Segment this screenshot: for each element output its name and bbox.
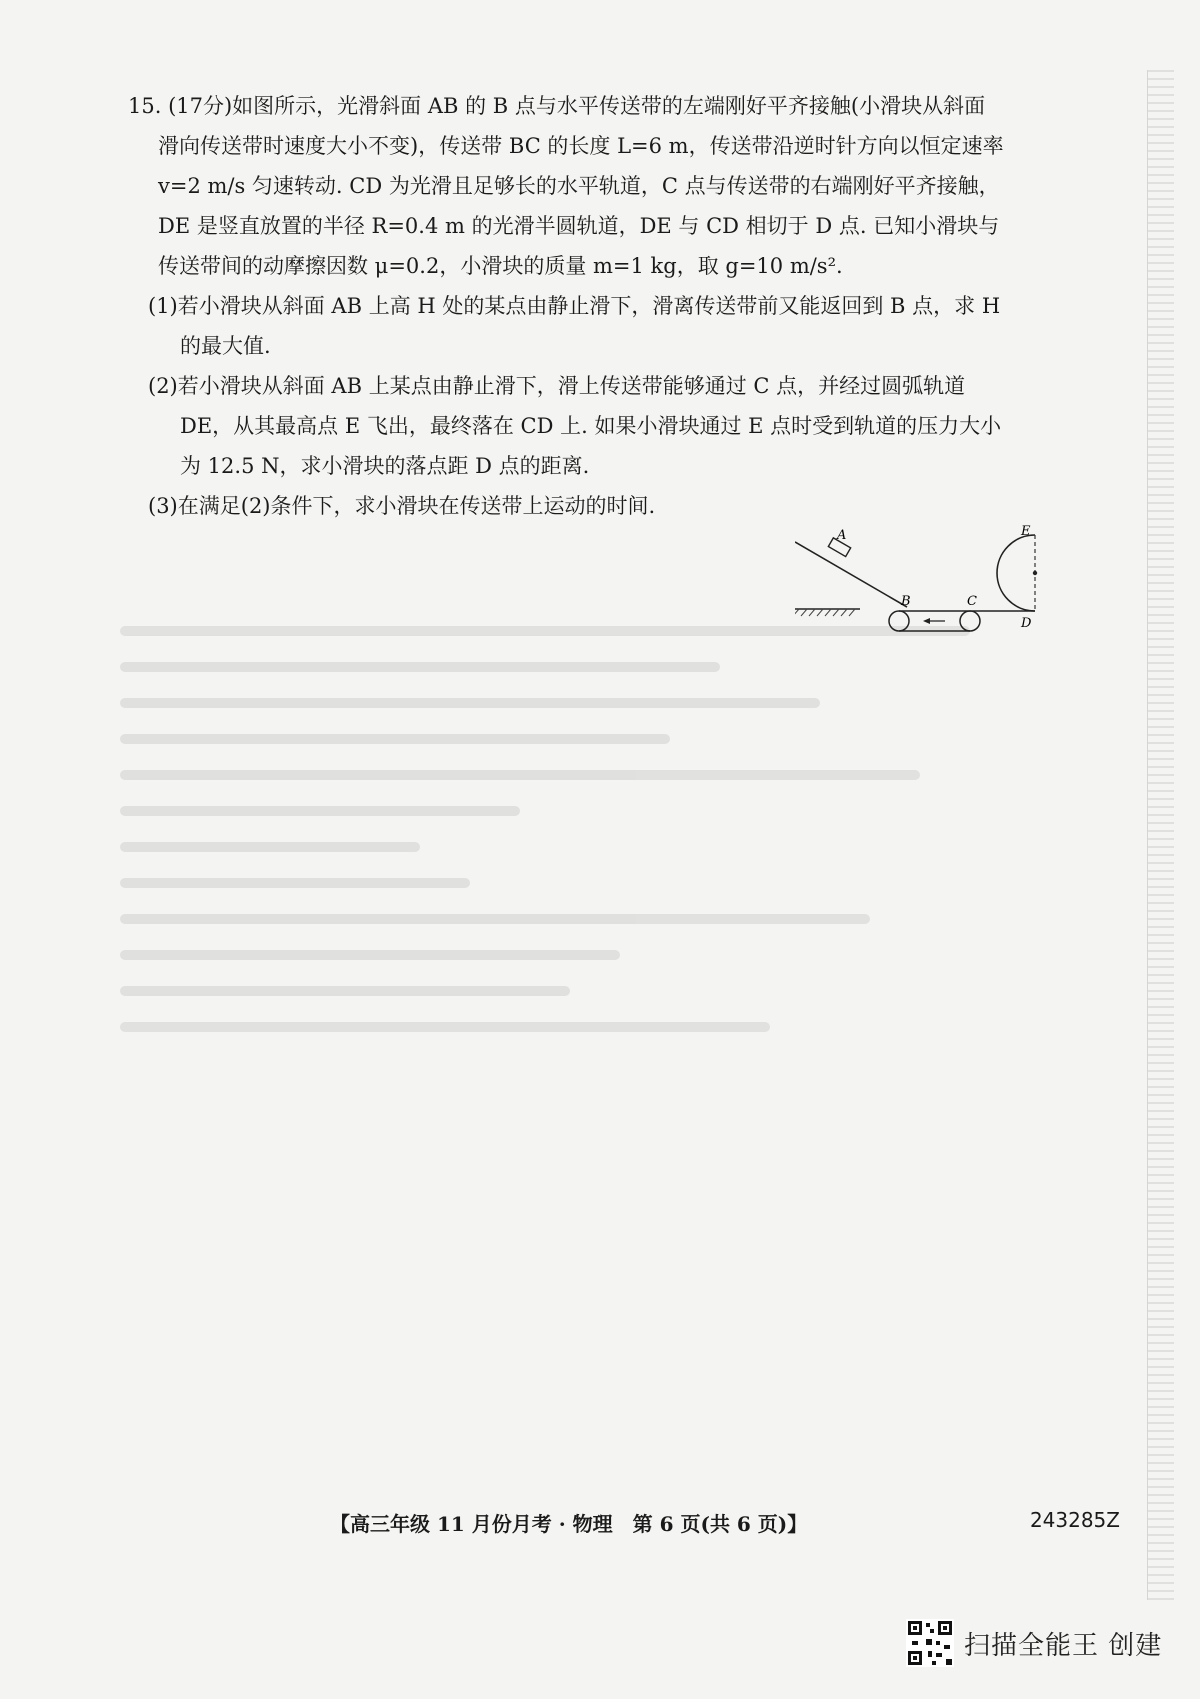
ground-hatching xyxy=(795,609,855,616)
semicircle-de xyxy=(997,535,1035,611)
label-a: A xyxy=(837,528,847,543)
sub-question-2-cont: DE，从其最高点 E 飞出，最终落在 CD 上. 如果小滑块通过 E 点时受到轨道的压力大小 xyxy=(180,414,1002,438)
belt-pulley-right xyxy=(960,611,980,631)
question-line: v=2 m/s 匀速转动. CD 为光滑且足够长的水平轨道，C 点与传送带的右端刚好平齐接触， xyxy=(158,174,1000,198)
sub-question-1-cont: 的最大值. xyxy=(180,334,271,358)
sub-question-2-cont: 为 12.5 N，求小滑块的落点距 D 点的距离. xyxy=(180,454,590,478)
stamp-text: 扫描全能王 创建 xyxy=(964,1630,1163,1661)
question-line: 传送带间的动摩擦因数 μ=0.2，小滑块的质量 m=1 kg，取 g=10 m/s². xyxy=(158,254,843,278)
scanner-stamp xyxy=(906,1618,1196,1668)
bleed-through-text xyxy=(120,600,1120,1500)
belt-arrow-head xyxy=(923,618,930,624)
page-footer xyxy=(330,1508,1120,1537)
label-e: E xyxy=(1021,524,1031,539)
qr-code-icon xyxy=(906,1619,954,1667)
sub-question-2: (2)若小滑块从斜面 AB 上某点由静止滑下，滑上传送带能够通过 C 点，并经过圆弧轨道 xyxy=(148,374,966,398)
footer-code: 243285Z xyxy=(1029,1508,1120,1532)
question-line: 15. (17分)如图所示，光滑斜面 AB 的 B 点与水平传送带的左端刚好平齐接触(小滑块从斜面 xyxy=(128,94,986,118)
belt-pulley-left xyxy=(889,611,909,631)
sub-question-3: (3)在满足(2)条件下，求小滑块在传送带上运动的时间. xyxy=(148,494,656,518)
label-d: D xyxy=(1021,616,1032,631)
sub-question-1: (1)若小滑块从斜面 AB 上高 H 处的某点由静止滑下，滑离传送带前又能返回到 B 点，求 H xyxy=(148,294,1001,318)
conveyor-diagram xyxy=(795,515,1115,635)
question-line: DE 是竖直放置的半径 R=0.4 m 的光滑半圆轨道，DE 与 CD 相切于 D 点. 已知小滑块与 xyxy=(158,214,1000,238)
question-15 xyxy=(128,86,1093,526)
incline-ab xyxy=(795,542,907,607)
label-b: B xyxy=(901,594,911,609)
page-edge-strip xyxy=(1147,70,1174,1600)
footer-title: 【高三年级 11 月份月考 · 物理 第 6 页(共 6 页)】 xyxy=(330,1512,808,1536)
label-c: C xyxy=(967,594,977,609)
question-line: 滑向传送带时速度大小不变)，传送带 BC 的长度 L=6 m，传送带沿逆时针方向以恒定速率 xyxy=(158,134,1004,158)
circle-center xyxy=(1033,571,1037,575)
